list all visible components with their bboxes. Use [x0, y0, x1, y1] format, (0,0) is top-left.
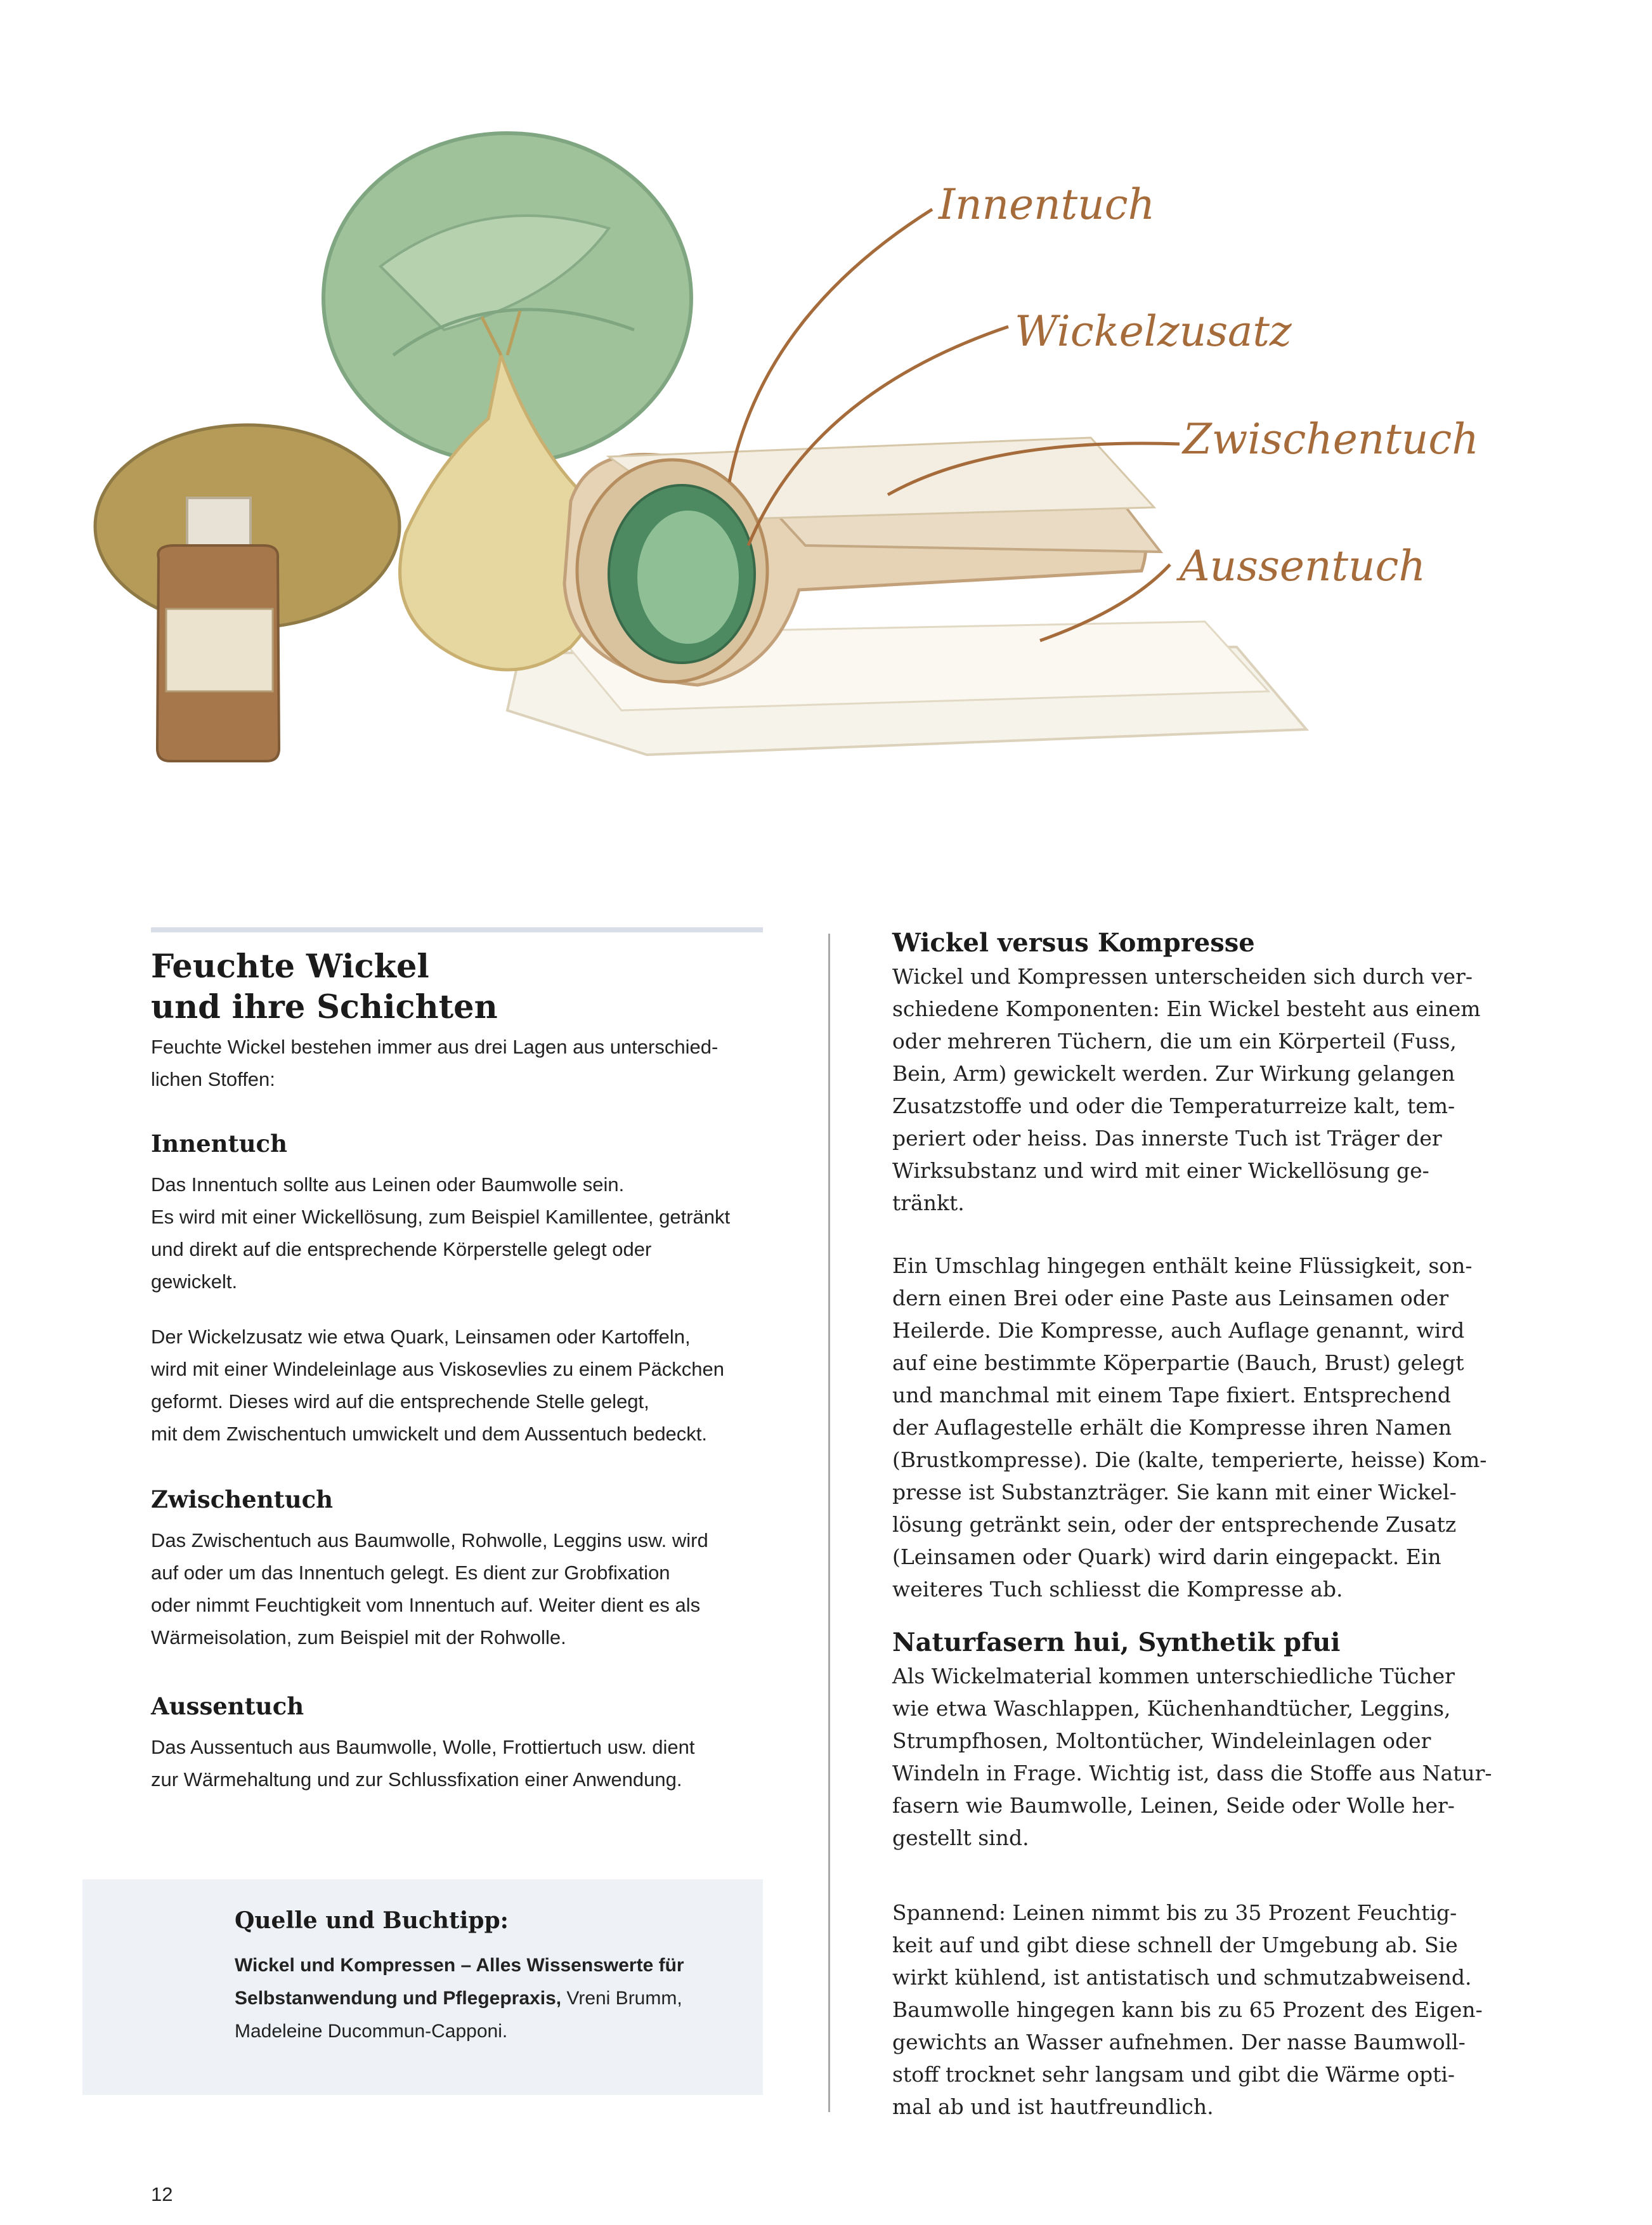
- paragraph-zwischentuch: Das Zwischentuch aus Baumwolle, Rohwolle, Leggins usw. wird auf oder um das Innentuch gelegt. Es dient zur Grobfixation oder nimmt Feuchtigkeit vom Innentuch auf. Weiter dient es als Wärmeisolation, zum Beispiel mit der Rohwolle.: [151, 1529, 708, 1648]
- paragraph-umschlag: Ein Umschlag hingegen enthält keine Flüssigkeit, son- dern einen Brei oder eine Paste aus Leinsamen oder Heilerde. Die Kompresse, auch Auflage genannt, wird auf eine bestimmte Köperpartie (Bauch, Brust) gelegt und manchmal mit einem Tape fixiert. Entsprechend der Auflagestelle erhält die Kompresse ihren Namen (Brustkompresse). Die (kalte, temperierte, heisse) Kom- presse ist Substanzträger. Sie kann mit einer Wickel- lösung getränkt sein, oder der entsprechende Zusatz (Leinsamen oder Quark) wird darin eingepackt. Ein weiteres Tuch schliesst die Kompresse ab.: [892, 1253, 1487, 1602]
- paragraph-wickelzusatz: Der Wickelzusatz wie etwa Quark, Leinsamen oder Kartoffeln, wird mit einer Windeleinlage aus Viskosevlies zu einem Päckchen geformt. Dieses wird auf die entsprechende Stelle gelegt, mit dem Zwischentuch umwickelt und dem Aussentuch bedeckt.: [151, 1326, 725, 1445]
- paragraph-aussentuch: Das Aussentuch aus Baumwolle, Wolle, Frottiertuch usw. dient zur Wärmehaltung und zur Schlussfixation einer Anwendung.: [151, 1736, 695, 1791]
- title-line-2: und ihre Schichten: [151, 988, 498, 1026]
- left-column-top-rule: [151, 927, 763, 932]
- paragraph-leinen-baumwolle: Spannend: Leinen nimmt bis zu 35 Prozent Feuchtig- keit auf und gibt diese schnell der Umgebung ab. Sie wirkt kühlend, ist antistatisch und schmutzabweisend. Baumwolle hingegen kann bis zu 65 Prozent des Eigen- gewichts an Wasser aufnehmen. Der nasse Baumwoll- stoff trocknet sehr langsam und gibt die Wärme opti- mal ab und ist hautfreundlich.: [892, 1900, 1483, 2119]
- book-author-2: Madeleine Ducommun-Capponi.: [235, 2021, 508, 2042]
- page-number: 12: [151, 2183, 173, 2205]
- label-zwischentuch: Zwischentuch: [1183, 415, 1479, 464]
- source-box: [82, 1879, 763, 2095]
- paragraph-innentuch: Das Innentuch sollte aus Leinen oder Baumwolle sein. Es wird mit einer Wickellösung, zum Beispiel Kamillentee, getränkt und direkt auf die entsprechende Körperstelle gelegt oder gewickelt.: [151, 1173, 731, 1293]
- heading-wickel-versus-kompresse: Wickel versus Kompresse: [892, 928, 1255, 958]
- wrap-layers-illustration: [0, 0, 1652, 844]
- book-title-line-1: Wickel und Kompressen – Alles Wissenswerte für: [235, 1955, 684, 1976]
- bottle-label: [166, 609, 273, 691]
- heading-naturfasern: Naturfasern hui, Synthetik pfui: [892, 1628, 1341, 1657]
- title-line-1: Feuchte Wickel: [151, 948, 429, 986]
- heading-zwischentuch: Zwischentuch: [151, 1485, 334, 1513]
- book-author-1: Vreni Brumm,: [561, 1988, 682, 2009]
- heading-innentuch: Innentuch: [151, 1130, 287, 1158]
- leader-innentuch: [729, 209, 932, 482]
- intro-paragraph: Feuchte Wickel bestehen immer aus drei Lagen aus unterschied- lichen Stoffen:: [151, 1036, 719, 1090]
- paragraph-wickelmaterial: Als Wickelmaterial kommen unterschiedliche Tücher wie etwa Waschlappen, Küchenhandtücher, Leggins, Strumpfhosen, Moltontücher, Windeleinlagen oder Windeln in Frage. Wichtig ist, dass die Stoffe aus Natur- fasern wie Baumwolle, Leinen, Seide oder Wolle her- gestellt sind.: [892, 1664, 1492, 1850]
- column-divider: [828, 934, 830, 2112]
- label-innentuch: Innentuch: [939, 180, 1155, 229]
- heading-aussentuch: Aussentuch: [151, 1692, 304, 1720]
- bottle-cap: [187, 498, 250, 545]
- paragraph-wickel-kompresse: Wickel und Kompressen unterscheiden sich durch ver- schiedene Komponenten: Ein Wickel besteht aus einem oder mehreren Tüchern, die um ein Körperteil (Fuss, Bein, Arm) gewickelt werden. Zur Wirkung gelangen Zusatzstoffe und oder die Temperaturreize kalt, tem- periert oder heiss. Das innerste Tuch ist Träger der Wirksubstanz und wird mit einer Wickellösung ge- tränkt.: [892, 964, 1481, 1215]
- book-title-line-2: Selbstanwendung und Pflegepraxis,: [235, 1988, 562, 2009]
- source-citation: [235, 1949, 755, 2048]
- label-aussentuch: Aussentuch: [1180, 542, 1426, 591]
- source-heading: Quelle und Buchtipp:: [235, 1907, 509, 1934]
- label-wickelzusatz: Wickelzusatz: [1015, 307, 1292, 356]
- article-title: [151, 946, 498, 1028]
